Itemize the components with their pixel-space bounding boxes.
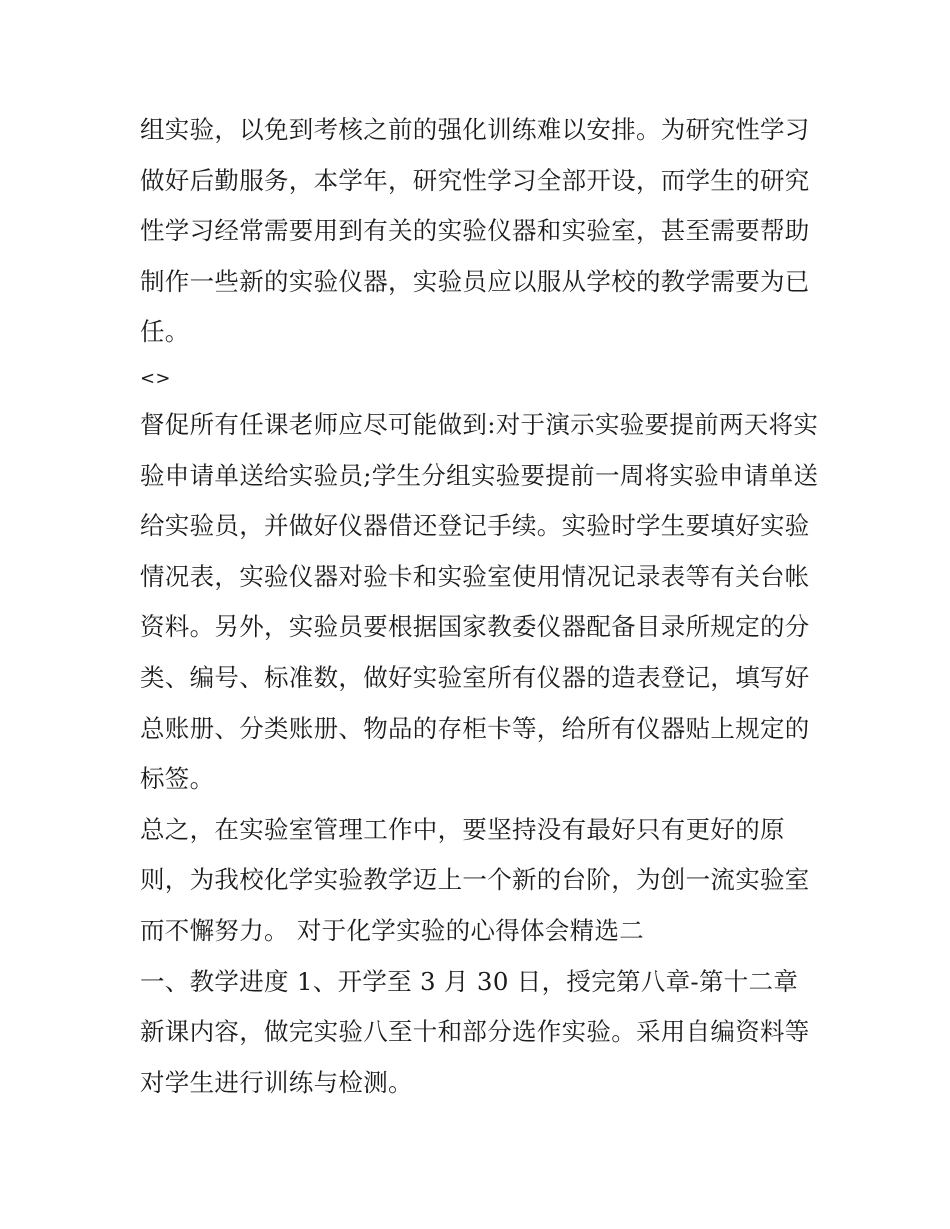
placeholder-marker: <> bbox=[140, 367, 171, 389]
paragraph-2: 督促所有任课老师应尽可能做到:对于演示实验要提前两天将实验申请单送给实验员;学生分组实验要提前一周将实验申请单送给实验员，并做好仪器借还登记手续。实验时学生要填好实验情况表，实验仪器对验卡和实验室使用情况记录表等有关台帐资料。另外，实验员要根据国家教委仪器配备目录所规定的分类、编号、标准数，做好实验室所有仪器的造表登记，填写好总账册、分类账册、物品的存柜卡等，给所有仪器贴上规定的标签。 bbox=[140, 409, 819, 794]
paragraph-1: 组实验，以免到考核之前的强化训练难以安排。为研究性学习做好后勤服务，本学年，研究性学习全部开设，而学生的研究性学习经常需要用到有关的实验仪器和实验室，甚至需要帮助制作一些新的实验仪器，实验员应以服从学校的教学需要为已任。 bbox=[140, 115, 810, 347]
document-body bbox=[140, 105, 820, 1108]
paragraph-4: 一、教学进度 1、开学至 3 月 30 日，授完第八章-第十二章新课内容，做完实验八至十和部分选作实验。采用自编资料等对学生进行训练与检测。 bbox=[140, 966, 810, 1097]
paragraph-3: 总之，在实验室管理工作中，要坚持没有最好只有更好的原则，为我校化学实验教学迈上一个新的台阶，为创一流实验室而不懈努力。 对于化学实验的心得体会精选二 bbox=[140, 814, 810, 945]
